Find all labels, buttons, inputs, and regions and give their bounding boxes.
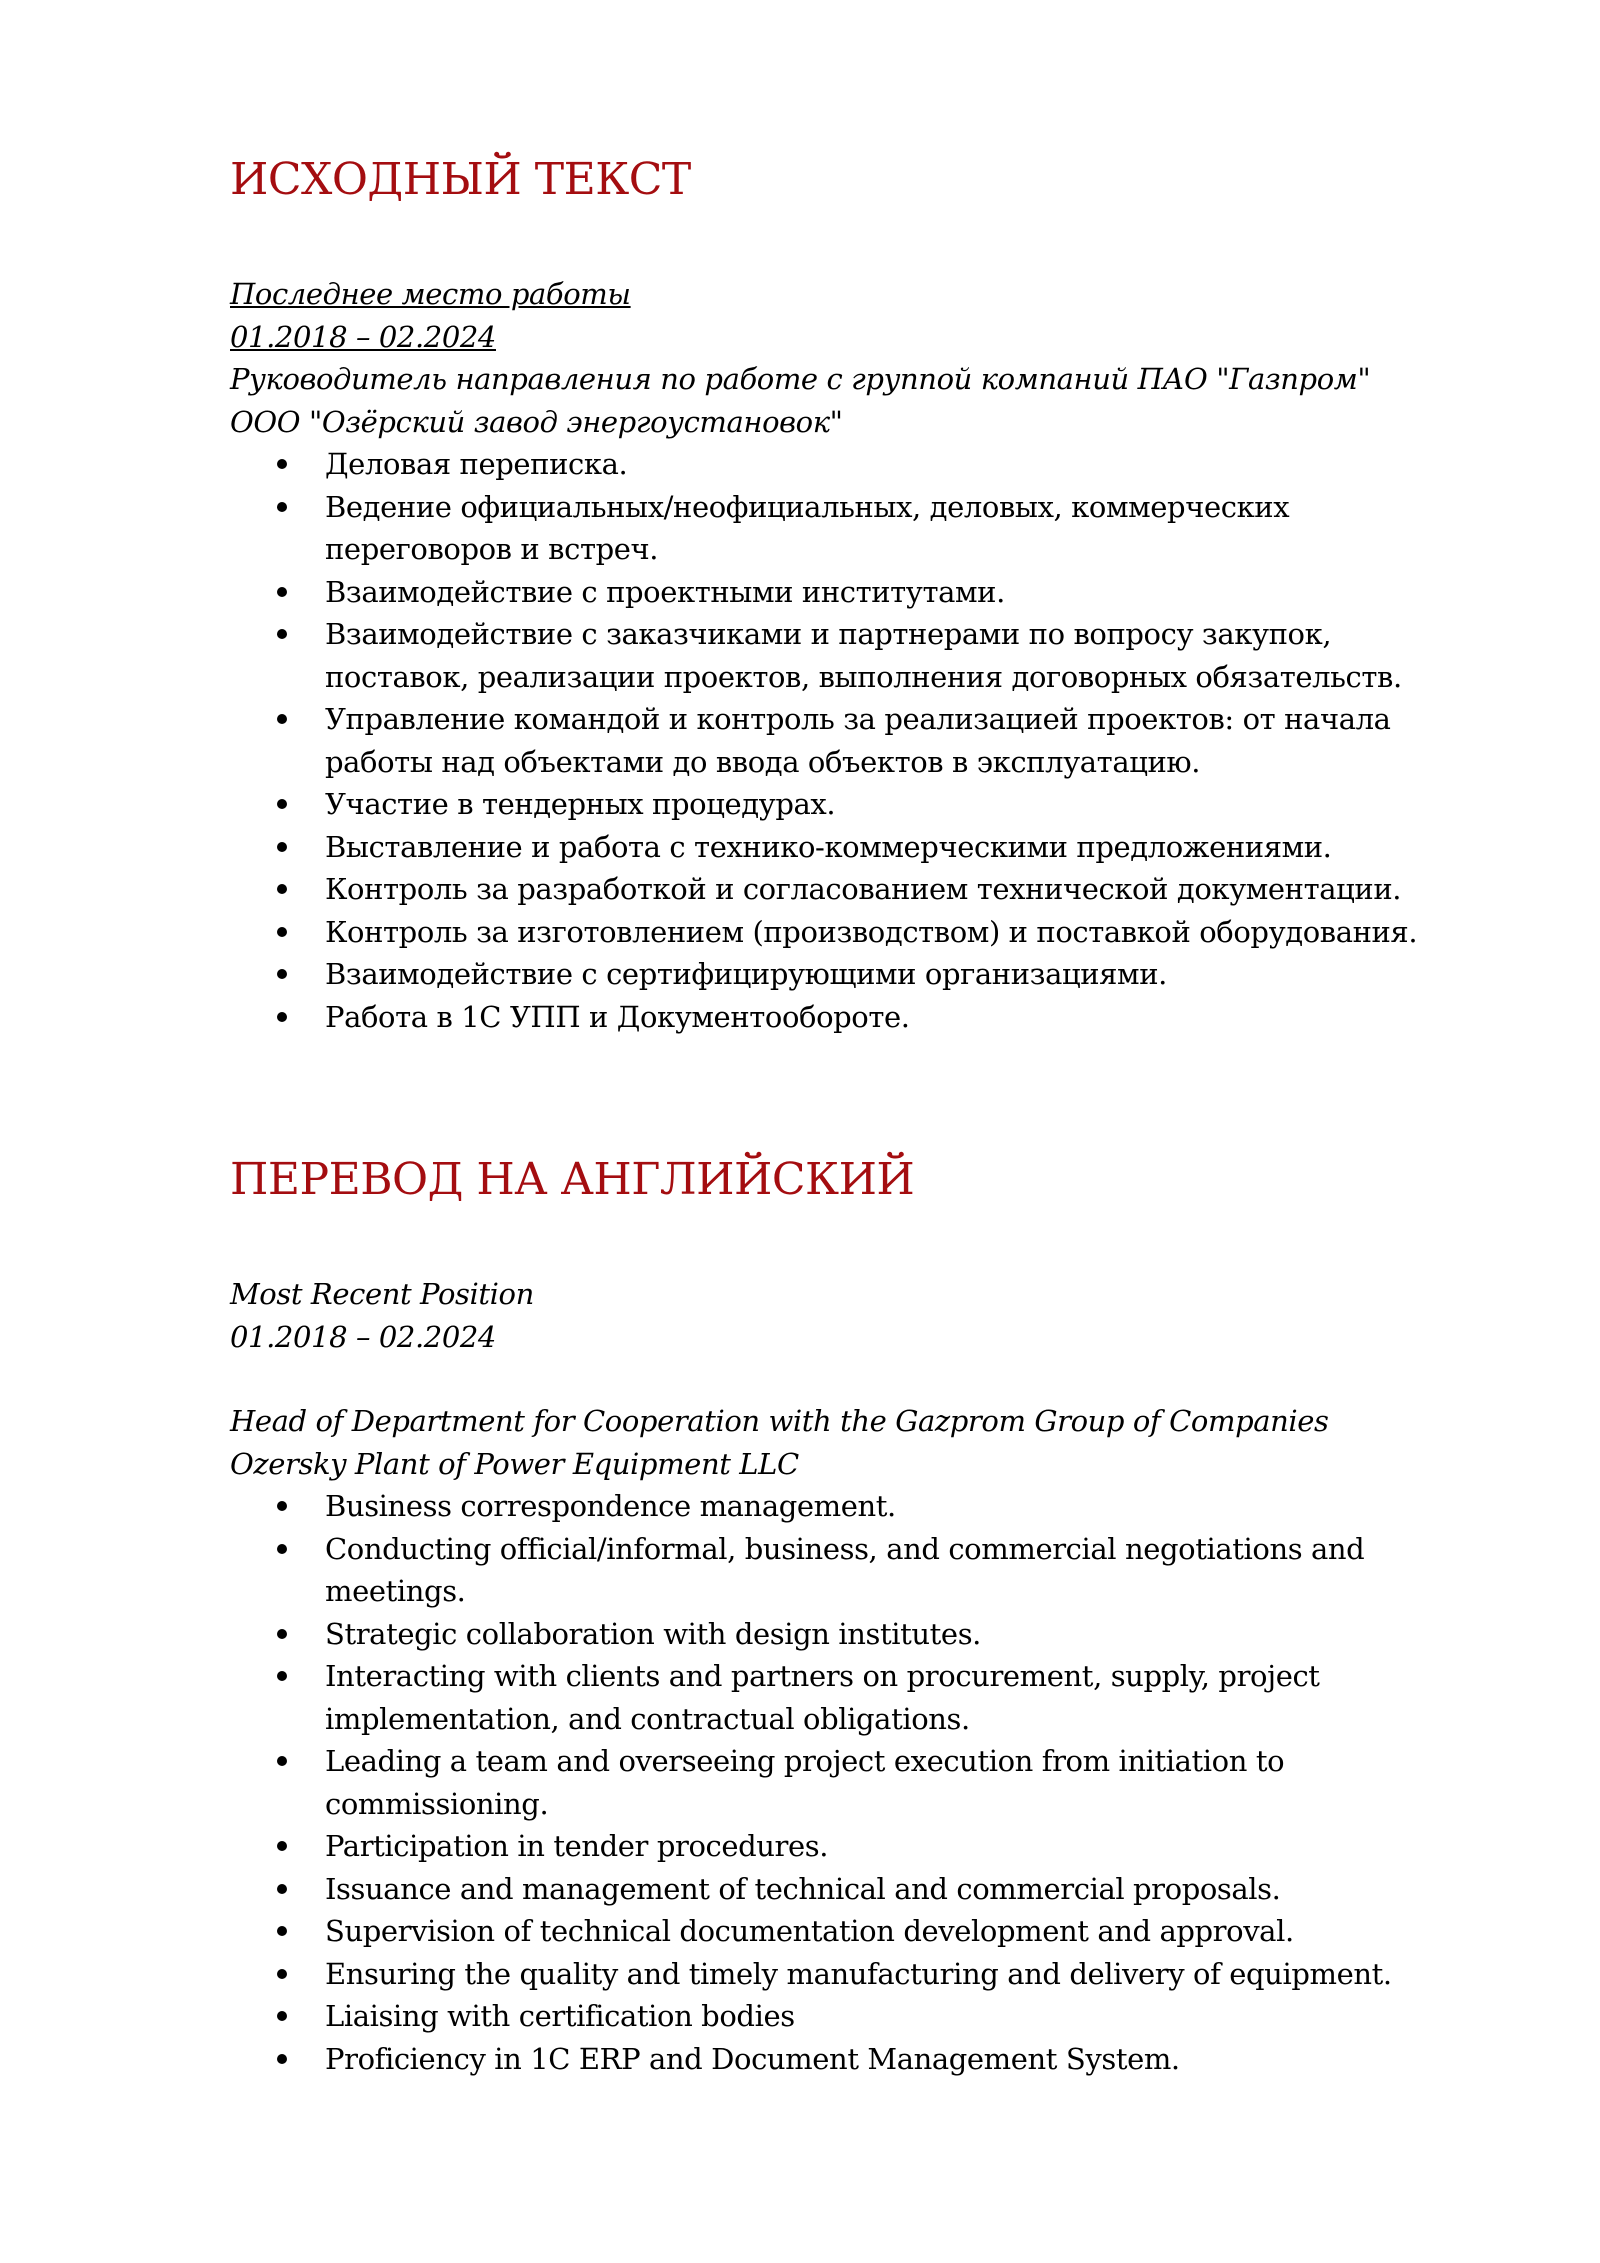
list-item: Proficiency in 1C ERP and Document Management System. xyxy=(230,2038,1480,2081)
list-item: Participation in tender procedures. xyxy=(230,1825,1480,1868)
source-heading: ИСХОДНЫЙ ТЕКСТ xyxy=(230,154,691,205)
bullet-icon xyxy=(277,459,287,469)
bullet-icon xyxy=(277,1841,287,1851)
translation-dates: 01.2018 – 02.2024 xyxy=(230,1319,496,1354)
list-item: Контроль за изготовлением (производством) и поставкой оборудования. xyxy=(230,911,1480,954)
bullet-icon xyxy=(277,629,287,639)
bullet-icon xyxy=(277,842,287,852)
bullet-icon xyxy=(277,1629,287,1639)
bullet-icon xyxy=(277,1501,287,1511)
bullet-icon xyxy=(277,927,287,937)
bullet-icon xyxy=(277,969,287,979)
list-item: Issuance and management of technical and commercial proposals. xyxy=(230,1868,1480,1911)
list-item: Участие в тендерных процедурах. xyxy=(230,783,1480,826)
translation-company: Ozersky Plant of Power Equipment LLC xyxy=(230,1446,799,1481)
source-meta xyxy=(230,273,1480,443)
source-duties-list xyxy=(230,443,1480,1038)
translation-heading: ПЕРЕВОД НА АНГЛИЙСКИЙ xyxy=(230,1154,915,1205)
bullet-icon xyxy=(277,1926,287,1936)
list-item: Supervision of technical documentation development and approval. xyxy=(230,1910,1480,1953)
list-item: Управление командой и контроль за реализацией проектов: от начала работы над объектами до ввода объектов в эксплуатацию. xyxy=(230,698,1480,783)
translation-section xyxy=(230,1150,1480,2080)
bullet-icon xyxy=(277,714,287,724)
source-job-title: Руководитель направления по работе с группой компаний ПАО "Газпром" xyxy=(230,362,1371,396)
list-item: Interacting with clients and partners on procurement, supply, project implementation, and contractual obligations. xyxy=(230,1655,1480,1740)
list-item: Взаимодействие с проектными институтами. xyxy=(230,571,1480,614)
bullet-icon xyxy=(277,1969,287,1979)
translation-role xyxy=(230,1400,1480,1485)
list-item: Деловая переписка. xyxy=(230,443,1480,486)
bullet-icon xyxy=(277,502,287,512)
bullet-icon xyxy=(277,1756,287,1766)
translation-position-label: Most Recent Position xyxy=(230,1277,534,1311)
list-item: Business correspondence management. xyxy=(230,1485,1480,1528)
bullet-icon xyxy=(277,1671,287,1681)
bullet-icon xyxy=(277,1884,287,1894)
list-item: Liaising with certification bodies xyxy=(230,1995,1480,2038)
list-item: Ведение официальных/неофициальных, деловых, коммерческих переговоров и встреч. xyxy=(230,486,1480,571)
list-item: Ensuring the quality and timely manufacturing and delivery of equipment. xyxy=(230,1953,1480,1996)
list-item: Работа в 1С УПП и Документообороте. xyxy=(230,996,1480,1039)
bullet-icon xyxy=(277,884,287,894)
translation-job-title: Head of Department for Cooperation with the Gazprom Group of Companies xyxy=(230,1404,1329,1438)
list-item: Выставление и работа с технико-коммерческими предложениями. xyxy=(230,826,1480,869)
list-item: Взаимодействие с заказчиками и партнерами по вопросу закупок, поставок, реализации проектов, выполнения договорных обязательств. xyxy=(230,613,1480,698)
source-dates: 01.2018 – 02.2024 xyxy=(230,319,496,354)
list-item: Контроль за разработкой и согласованием технической документации. xyxy=(230,868,1480,911)
translation-duties-list xyxy=(230,1485,1480,2080)
bullet-icon xyxy=(277,1012,287,1022)
bullet-icon xyxy=(277,2011,287,2021)
source-company: ООО "Озёрский завод энергоустановок" xyxy=(230,404,843,439)
list-item: Leading a team and overseeing project execution from initiation to commissioning. xyxy=(230,1740,1480,1825)
bullet-icon xyxy=(277,799,287,809)
source-position-label: Последнее место работы xyxy=(230,277,631,311)
translation-meta xyxy=(230,1273,1480,1358)
source-section xyxy=(230,150,1480,1038)
list-item: Conducting official/informal, business, and commercial negotiations and meetings. xyxy=(230,1528,1480,1613)
bullet-icon xyxy=(277,1544,287,1554)
bullet-icon xyxy=(277,587,287,597)
list-item: Взаимодействие с сертифицирующими организациями. xyxy=(230,953,1480,996)
bullet-icon xyxy=(277,2054,287,2064)
list-item: Strategic collaboration with design institutes. xyxy=(230,1613,1480,1656)
